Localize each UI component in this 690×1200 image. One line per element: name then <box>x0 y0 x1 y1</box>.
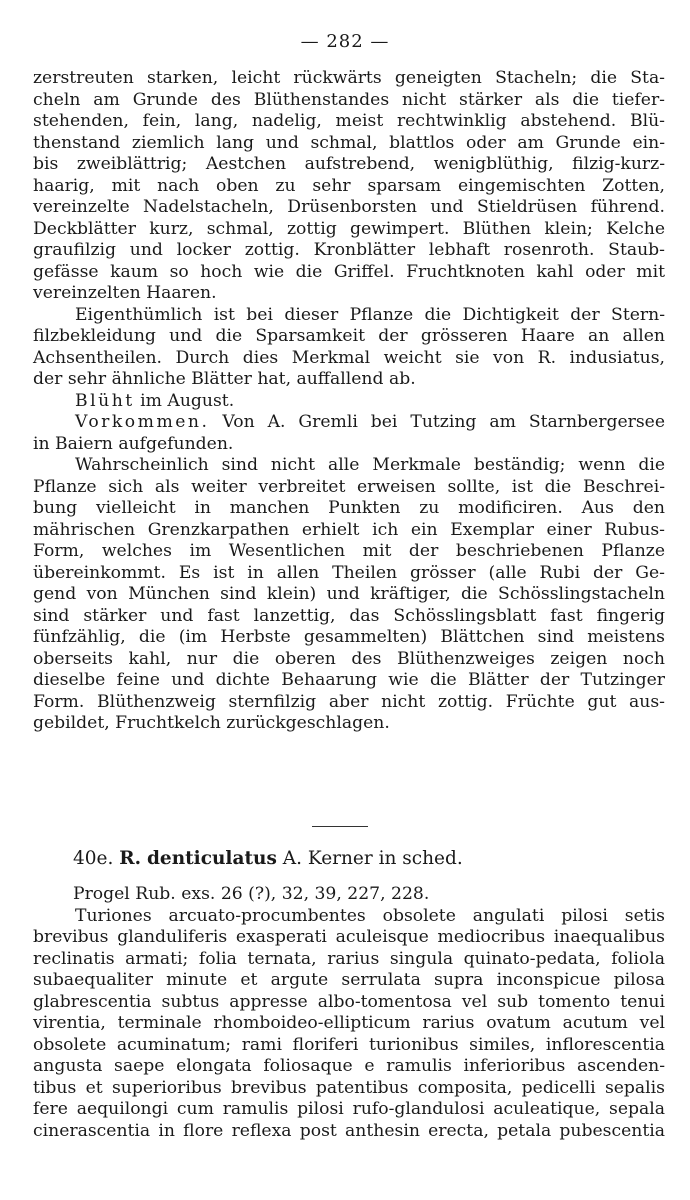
species-author: A. Kerner in sched. <box>282 848 463 869</box>
latin-line: cinerascentia in flore reflexa post anthesin erecta, petala pubescentia <box>33 1120 665 1141</box>
text-line: gend von München sind klein) und kräftiger, die Schösslingstacheln <box>33 584 665 604</box>
text-line: Achsentheilen. Durch dies Merkmal weicht sie von R. indusiatus, <box>33 347 665 368</box>
latin-line: reclinatis armati; folia ternata, rarius singula quinato-pedata, foliola <box>33 948 665 969</box>
text-line: der sehr ähnliche Blätter hat, auffallend ab. <box>33 369 416 389</box>
text-line: Pflanze sich als weiter verbreitet erweisen sollte, ist die Beschrei- <box>33 476 665 497</box>
text-line: Form. Blüthenzweig sternfilzig aber nicht zottig. Früchte gut aus- <box>33 691 665 712</box>
species-epithet: denticulatus <box>146 848 277 869</box>
text-line: graufilzig und locker zottig. Kronblätter lebhaft rosenroth. Staub- <box>33 240 665 260</box>
species-heading <box>73 848 463 869</box>
text-line: bis zweiblättrig; Aestchen aufstrebend, wenigblüthig, filzig-kurz- <box>33 154 665 174</box>
occurrence-line <box>33 412 665 434</box>
text-line: gefässe kaum so hoch wie die Griffel. Fruchtknoten kahl oder mit <box>33 261 665 282</box>
text-line: Deckblätter kurz, schmal, zottig gewimpert. Blüthen klein; Kelche <box>33 218 665 239</box>
text-line: gebildet, Fruchtkelch zurückgeschlagen. <box>33 713 390 733</box>
flowering-line-label: Blüht <box>75 390 135 411</box>
text-line: fünfzählig, die (im Herbste gesammelten) Blättchen sind meistens <box>33 627 665 647</box>
text-line: cheln am Grunde des Blüthenstandes nicht stärker als die tiefer- <box>33 89 665 110</box>
text-line: haarig, mit nach oben zu sehr sparsam eingemischten Zotten, <box>33 175 665 196</box>
latin-line: tibus et superioribus brevibus patentibus composita, pedicelli sepalis <box>33 1077 665 1098</box>
exsiccata-reference: Progel Rub. exs. 26 (?), 32, 39, 227, 228. <box>73 884 430 904</box>
text-line: Wahrscheinlich sind nicht alle Merkmale beständig; wenn die <box>75 455 665 475</box>
text-line: vereinzelte Nadelstacheln, Drüsenborsten und Stieldrüsen führend. <box>33 197 665 217</box>
latin-line: fere aequilongi cum ramulis pilosi rufo-glandulosi aculeatique, sepala <box>33 1099 665 1119</box>
latin-line: virentia, terminale rhomboideo-ellipticum rarius ovatum acutum vel <box>33 1013 665 1033</box>
flowering-line <box>33 391 665 413</box>
text-line: oberseits kahl, nur die oberen des Blüthenzweiges zeigen noch <box>33 648 665 669</box>
latin-diagnosis <box>33 884 665 1142</box>
occurrence-line-2: in Baiern aufgefunden. <box>33 433 234 454</box>
latin-line: obsolete acuminatum; rami floriferi turionibus similes, inflorescentia <box>33 1034 665 1055</box>
text-line: übereinkommt. Es ist in allen Theilen grösser (alle Rubi der Ge- <box>33 562 665 583</box>
occurrence-text: Von A. Gremli bei Tutzing am Starnbergersee <box>209 412 665 432</box>
latin-line: angusta saepe elongata foliosaque e ramulis inferioribus ascenden- <box>33 1056 665 1076</box>
text-line: Eigenthümlich ist bei dieser Pflanze die Dichtigkeit der Stern- <box>75 304 665 325</box>
description-continued <box>33 68 665 735</box>
text-line: filzbekleidung und die Sparsamkeit der grösseren Haare an allen <box>33 326 665 346</box>
genus-abbrev: R. <box>119 848 142 869</box>
text-line: thenstand ziemlich lang und schmal, blattlos oder am Grunde ein- <box>33 132 665 153</box>
occurrence-label: Vorkommen. <box>75 412 210 432</box>
latin-line: Turiones arcuato-procumbentes obsolete angulati pilosi setis <box>75 905 665 926</box>
latin-line: glabrescentia subtus appresse albo-tomentosa vel sub tomento tenui <box>33 991 665 1012</box>
text-line: Form, welches im Wesentlichen mit der beschriebenen Pflanze <box>33 541 665 561</box>
flowering-line-text: im August. <box>134 390 235 411</box>
text-line: sind stärker und fast lanzettig, das Schösslingsblatt fast fingerig <box>33 605 665 626</box>
latin-line: brevibus glanduliferis exasperati aculeisque mediocribus inaequalibus <box>33 927 665 947</box>
text-line: bung vielleicht in manchen Punkten zu modificiren. Aus den <box>33 498 665 518</box>
text-line: mährischen Grenzkarpathen erhielt ich ein Exemplar einer Rubus- <box>33 519 665 540</box>
text-line: stehenden, fein, lang, nadelig, meist rechtwinklig abstehend. Blü- <box>33 111 665 131</box>
text-line: dieselbe feine und dichte Behaarung wie die Blätter der Tutzinger <box>33 670 665 690</box>
text-line: vereinzelten Haaren. <box>33 283 217 303</box>
text-line: zerstreuten starken, leicht rückwärts geneigten Stacheln; die Sta- <box>33 68 665 88</box>
latin-line: subaequaliter minute et argute serrulata supra inconspicue pilosa <box>33 970 665 990</box>
section-divider <box>312 826 368 827</box>
page-number: — 282 — <box>300 31 390 52</box>
species-number: 40e. <box>73 848 114 869</box>
